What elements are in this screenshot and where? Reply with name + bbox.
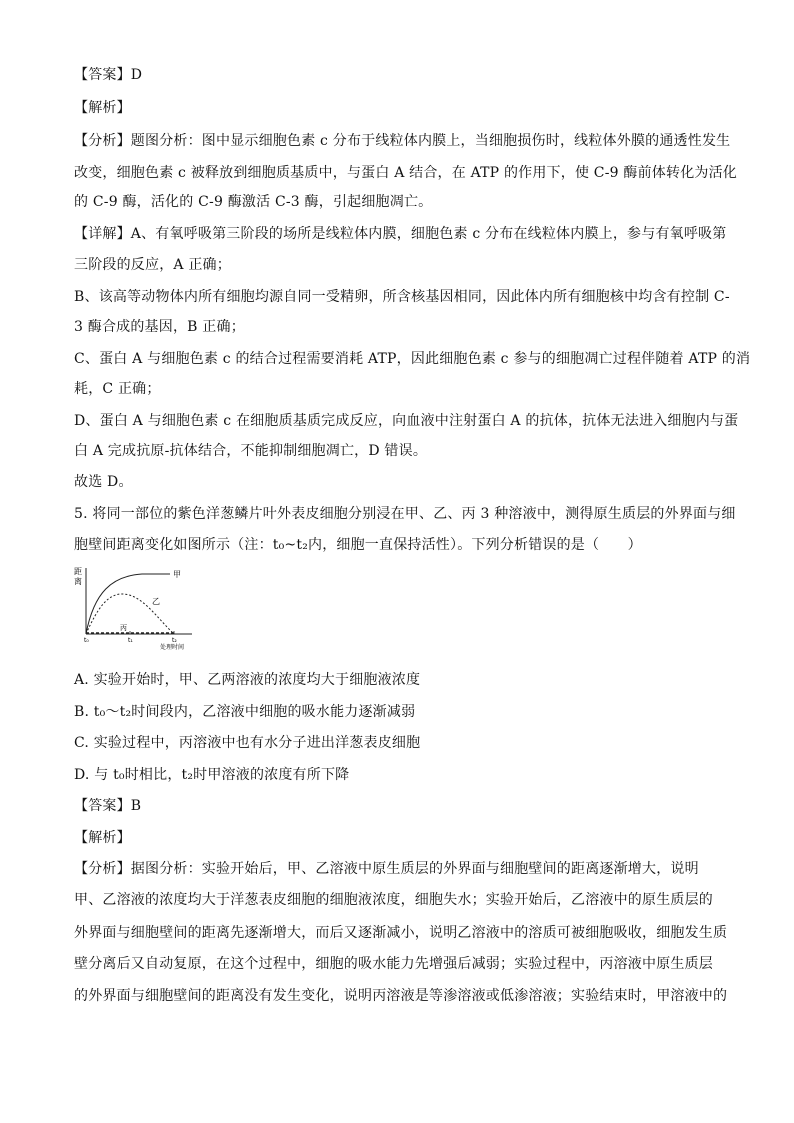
conclusion-text: 故选 D。 <box>74 474 133 490</box>
detail-text: 白 A 完成抗原-抗体结合，不能抑制细胞凋亡，D 错误。 <box>74 443 428 459</box>
detail-text: C、蛋白 A 与细胞色素 c 的结合过程需要消耗 ATP，因此细胞色素 c 参与的细胞凋亡过程伴随着 ATP 的消 <box>74 351 751 367</box>
detail-text: D、蛋白 A 与细胞色素 c 在细胞质基质完成反应，向血液中注射蛋白 A 的抗体，抗体无法进入细胞内与蛋 <box>74 413 739 429</box>
option-a: A. 实验开始时，甲、乙两溶液的浓度均大于细胞液浓度 <box>74 672 421 688</box>
detail-text: 【详解】A、有氧呼吸第三阶段的场所是线粒体内膜，细胞色素 c 分布在线粒体内膜上，参与有氧呼吸第 <box>74 226 727 242</box>
analysis-text: 甲、乙溶液的浓度均大于洋葱表皮细胞的细胞液浓度，细胞失水；实验开始后，乙溶液中的原生质层的 <box>74 892 713 908</box>
analysis-heading: 【解析】 <box>74 830 131 846</box>
analysis-text: 外界面与细胞壁间的距离先逐渐增大，而后又逐渐减小，说明乙溶液中的溶质可被细胞吸收，细胞发生质 <box>74 925 728 941</box>
option-c: C. 实验过程中，丙溶液中也有水分子进出洋葱表皮细胞 <box>74 735 421 751</box>
analysis-text: 改变，细胞色素 c 被释放到细胞质基质中，与蛋白 A 结合，在 ATP 的作用下，使 C-9 酶前体转化为活化 <box>74 165 738 181</box>
answer-label: 【答案】B <box>74 798 142 814</box>
analysis-text: 【分析】据图分析：实验开始后，甲、乙溶液中原生质层的外界面与细胞壁间的距离逐渐增大，说明 <box>74 861 699 877</box>
detail-text: 耗，C 正确； <box>74 381 161 397</box>
question-stem: 胞壁间距离变化如图所示（注：t₀~t₂内，细胞一直保持活性）。下列分析错误的是（ ） <box>74 537 642 553</box>
y-axis-label: 离 <box>74 577 82 586</box>
detail-text: 三阶段的反应，A 正确； <box>74 257 231 273</box>
analysis-text: 壁分离后又自动复原，在这个过程中，细胞的吸水能力先增强后减弱；实验过程中，丙溶液中原生质层 <box>74 956 713 972</box>
detail-text: 3 酶合成的基因，B 正确； <box>74 319 245 335</box>
option-b: B. t₀～t₂时间段内，乙溶液中细胞的吸水能力逐渐减弱 <box>74 704 416 720</box>
analysis-text: 的 C-9 酶，活化的 C-9 酶激活 C-3 酶，引起细胞凋亡。 <box>74 194 433 210</box>
answer-label: 【答案】D <box>74 67 143 83</box>
y-axis-label: 距 <box>74 567 82 576</box>
x-axis-label: 处理时间 <box>160 644 185 650</box>
detail-text: B、该高等动物体内所有细胞均源自同一受精卵，所含核基因相同，因此体内所有细胞核中均含有控制 C- <box>74 289 730 305</box>
question-stem: 5. 将同一部位的紫色洋葱鳞片叶外表皮细胞分别浸在甲、乙、丙 3 种溶液中，测得原生质层的外界面与细 <box>74 506 736 522</box>
curve-yi <box>86 594 174 634</box>
curve-label-jia: 甲 <box>173 570 181 579</box>
curve-label-bing: 丙 <box>120 624 127 632</box>
tick-label-t2: t₂ <box>172 637 177 644</box>
option-d: D. 与 t₀时相比，t₂时甲溶液的浓度有所下降 <box>74 767 350 783</box>
tick-label-t0: t₀ <box>84 637 89 644</box>
analysis-text: 【分析】题图分析：图中显示细胞色素 c 分布于线粒体内膜上，当细胞损伤时，线粒体外膜的通透性发生 <box>74 133 731 149</box>
distance-time-graph <box>72 562 196 650</box>
curve-label-yi: 乙 <box>152 597 160 606</box>
analysis-text: 的外界面与细胞壁间的距离没有发生变化，说明丙溶液是等渗溶液或低渗溶液；实验结束时，甲溶液中的 <box>74 988 728 1004</box>
analysis-heading: 【解析】 <box>74 100 131 116</box>
tick-label-t1: t₁ <box>128 637 133 644</box>
